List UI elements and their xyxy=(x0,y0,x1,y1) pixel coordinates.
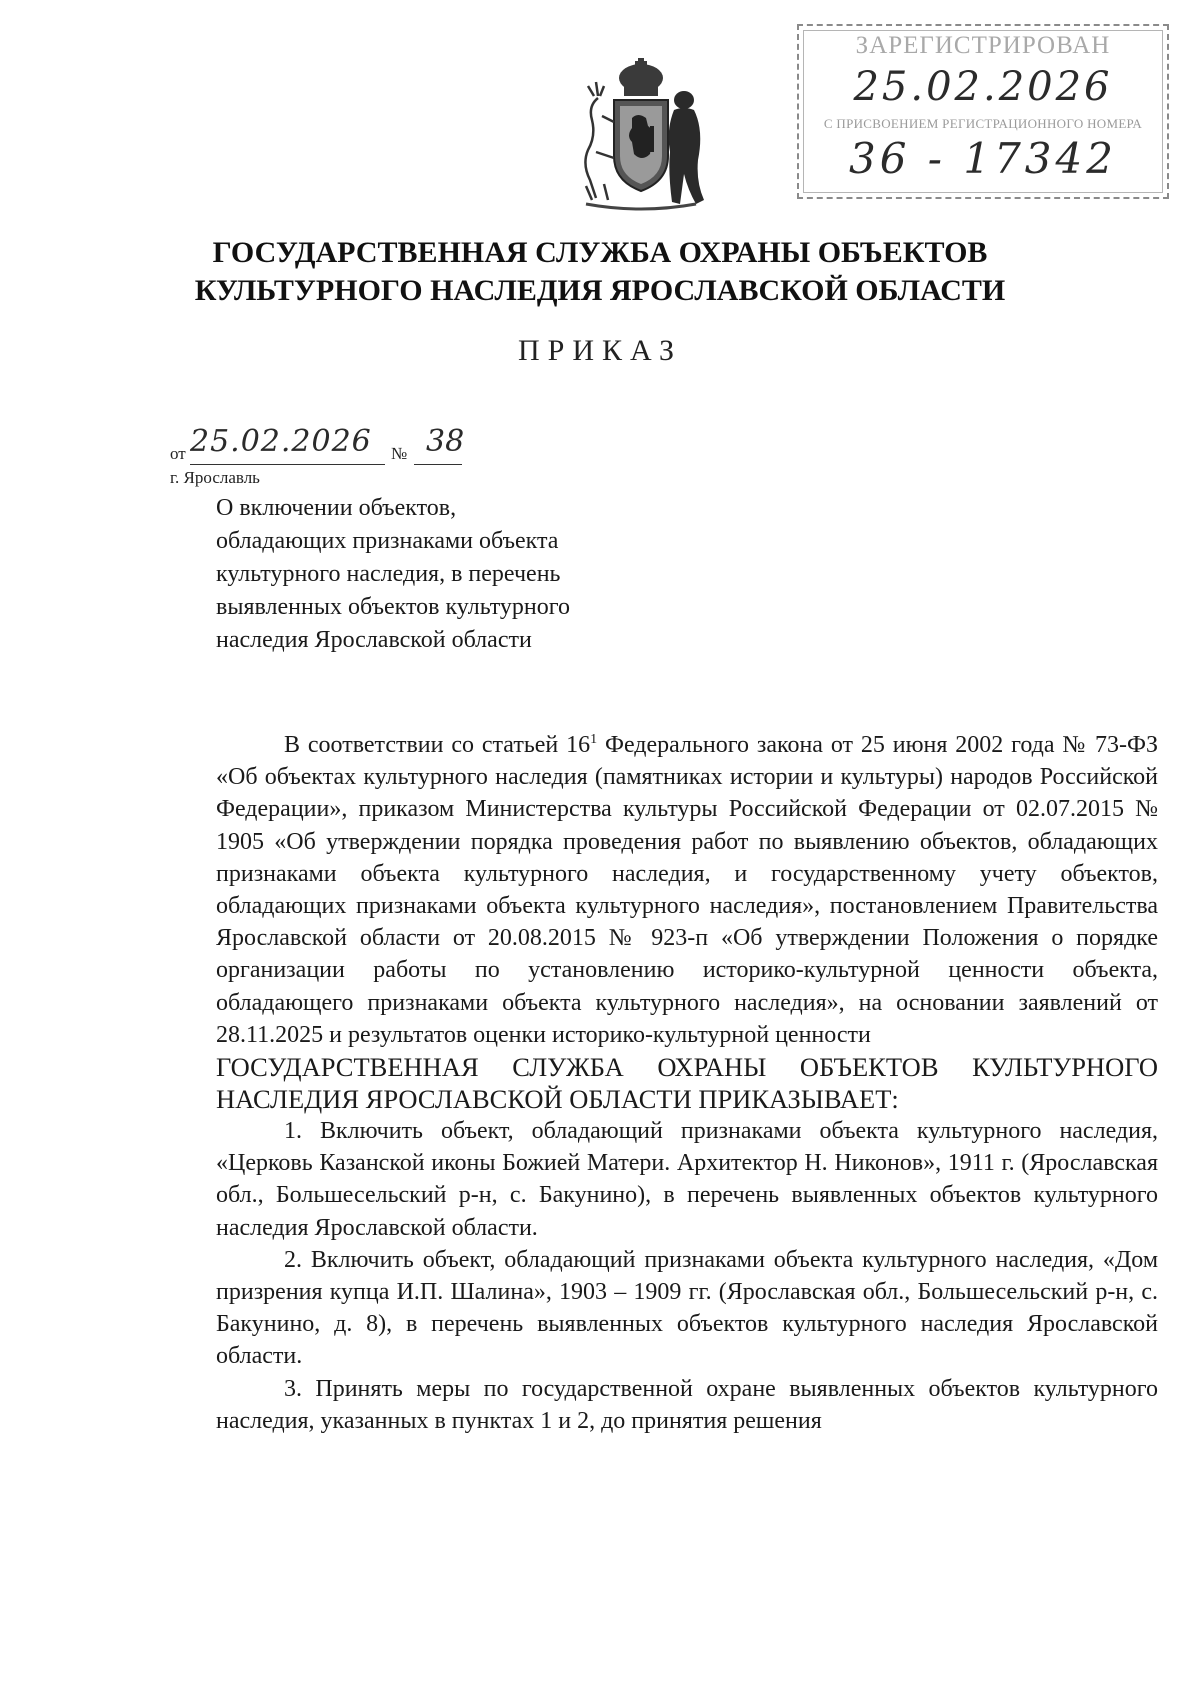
document-body xyxy=(216,729,1158,1437)
organization-name-line-2: КУЛЬТУРНОГО НАСЛЕДИЯ ЯРОСЛАВСКОЙ ОБЛАСТИ xyxy=(194,274,1006,307)
document-type: ПРИКАЗ xyxy=(518,334,682,367)
date-prefix: от xyxy=(170,444,186,463)
organization-name xyxy=(130,234,1070,310)
order-item-1: 1. Включить объект, обладающий признаками объекта культурного наследия, «Церковь Казанской иконы Божией Матери. Архитектор Н. Никонов», 1911 г. (Ярославская обл., Большесельский р-н, с. Бакунино), в перечень выявленных объектов культурного наследия Ярославской области. xyxy=(216,1118,1158,1241)
yaroslavl-oblast-coat-of-arms-icon xyxy=(566,56,716,216)
stamp-title: ЗАРЕГИСТРИРОВАН xyxy=(855,32,1111,59)
order-item-3: 3. Принять меры по государственной охране выявленных объектов культурного наследия, указанных в пунктах 1 и 2, до принятия решения xyxy=(216,1375,1158,1434)
number-underline xyxy=(414,464,462,465)
subject-line: культурного наследия, в перечень xyxy=(216,561,561,587)
handwritten-document-number: 38 xyxy=(426,424,465,459)
handwritten-document-date: 25.02.2026 xyxy=(190,424,372,459)
number-prefix: № xyxy=(391,444,408,463)
date-underline xyxy=(190,464,385,465)
registration-stamp xyxy=(797,24,1169,199)
subject-line: О включении объектов, xyxy=(216,495,457,521)
order-item-2: 2. Включить объект, обладающий признаками объекта культурного наследия, «Дом призрения купца И.П. Шалина», 1903 – 1909 гг. (Ярославская обл., Большесельский р-н, с. Бакунино, д. 8), в перечень выявленных объектов культурного наследия Ярославской области. xyxy=(216,1246,1158,1370)
article-superscript: 1 xyxy=(590,732,598,747)
subject-line: наследия Ярославской области xyxy=(216,627,532,653)
organization-name-line-1: ГОСУДАРСТВЕННАЯ СЛУЖБА ОХРАНЫ ОБЪЕКТОВ xyxy=(212,236,988,269)
orders-heading: ГОСУДАРСТВЕННАЯ СЛУЖБА ОХРАНЫ ОБЪЕКТОВ КУЛЬТУРНОГО НАСЛЕДИЯ ЯРОСЛАВСКОЙ ОБЛАСТИ ПРИКАЗЫВАЕТ: xyxy=(216,1052,1158,1115)
stamp-handwritten-date: 25.02.2026 xyxy=(853,64,1113,110)
subject-line: выявленных объектов культурного xyxy=(216,594,571,620)
stamp-subtitle: С ПРИСВОЕНИЕМ РЕГИСТРАЦИОННОГО НОМЕРА xyxy=(823,116,1143,131)
document-city: г. Ярославль xyxy=(170,468,260,487)
preamble-paragraph xyxy=(216,729,1158,1051)
preamble-text-rest: Федерального закона от 25 июня 2002 года № 73-ФЗ «Об объектах культурного наследия (памятниках истории и культуры) народов Российской Федерации», приказом Министерства культуры Российской Федерации от 02.07.2015 № 1905 «Об утверждении порядка проведения работ по выявлению объектов, обладающих признаками объекта культурного наследия, и государственному учету объектов, обладающих признаками объекта культурного наследия», постановлением Правительства Ярославской области от 20.08.2015 № 923-п «Об утверждении Положения о порядке организации работы по установлению историко-культурной ценности объекта, обладающего признаками объекта культурного наследия», на основании заявлений от 28.11.2025 и результатов оценки историко-культурной ценности xyxy=(216,732,1158,1048)
subject-line: обладающих признаками объекта xyxy=(216,528,559,554)
stamp-handwritten-reg-number: 36 - 17342 xyxy=(849,134,1117,183)
document-subject xyxy=(216,492,676,657)
preamble-text-start: В соответствии со статьей 16 xyxy=(284,732,591,758)
